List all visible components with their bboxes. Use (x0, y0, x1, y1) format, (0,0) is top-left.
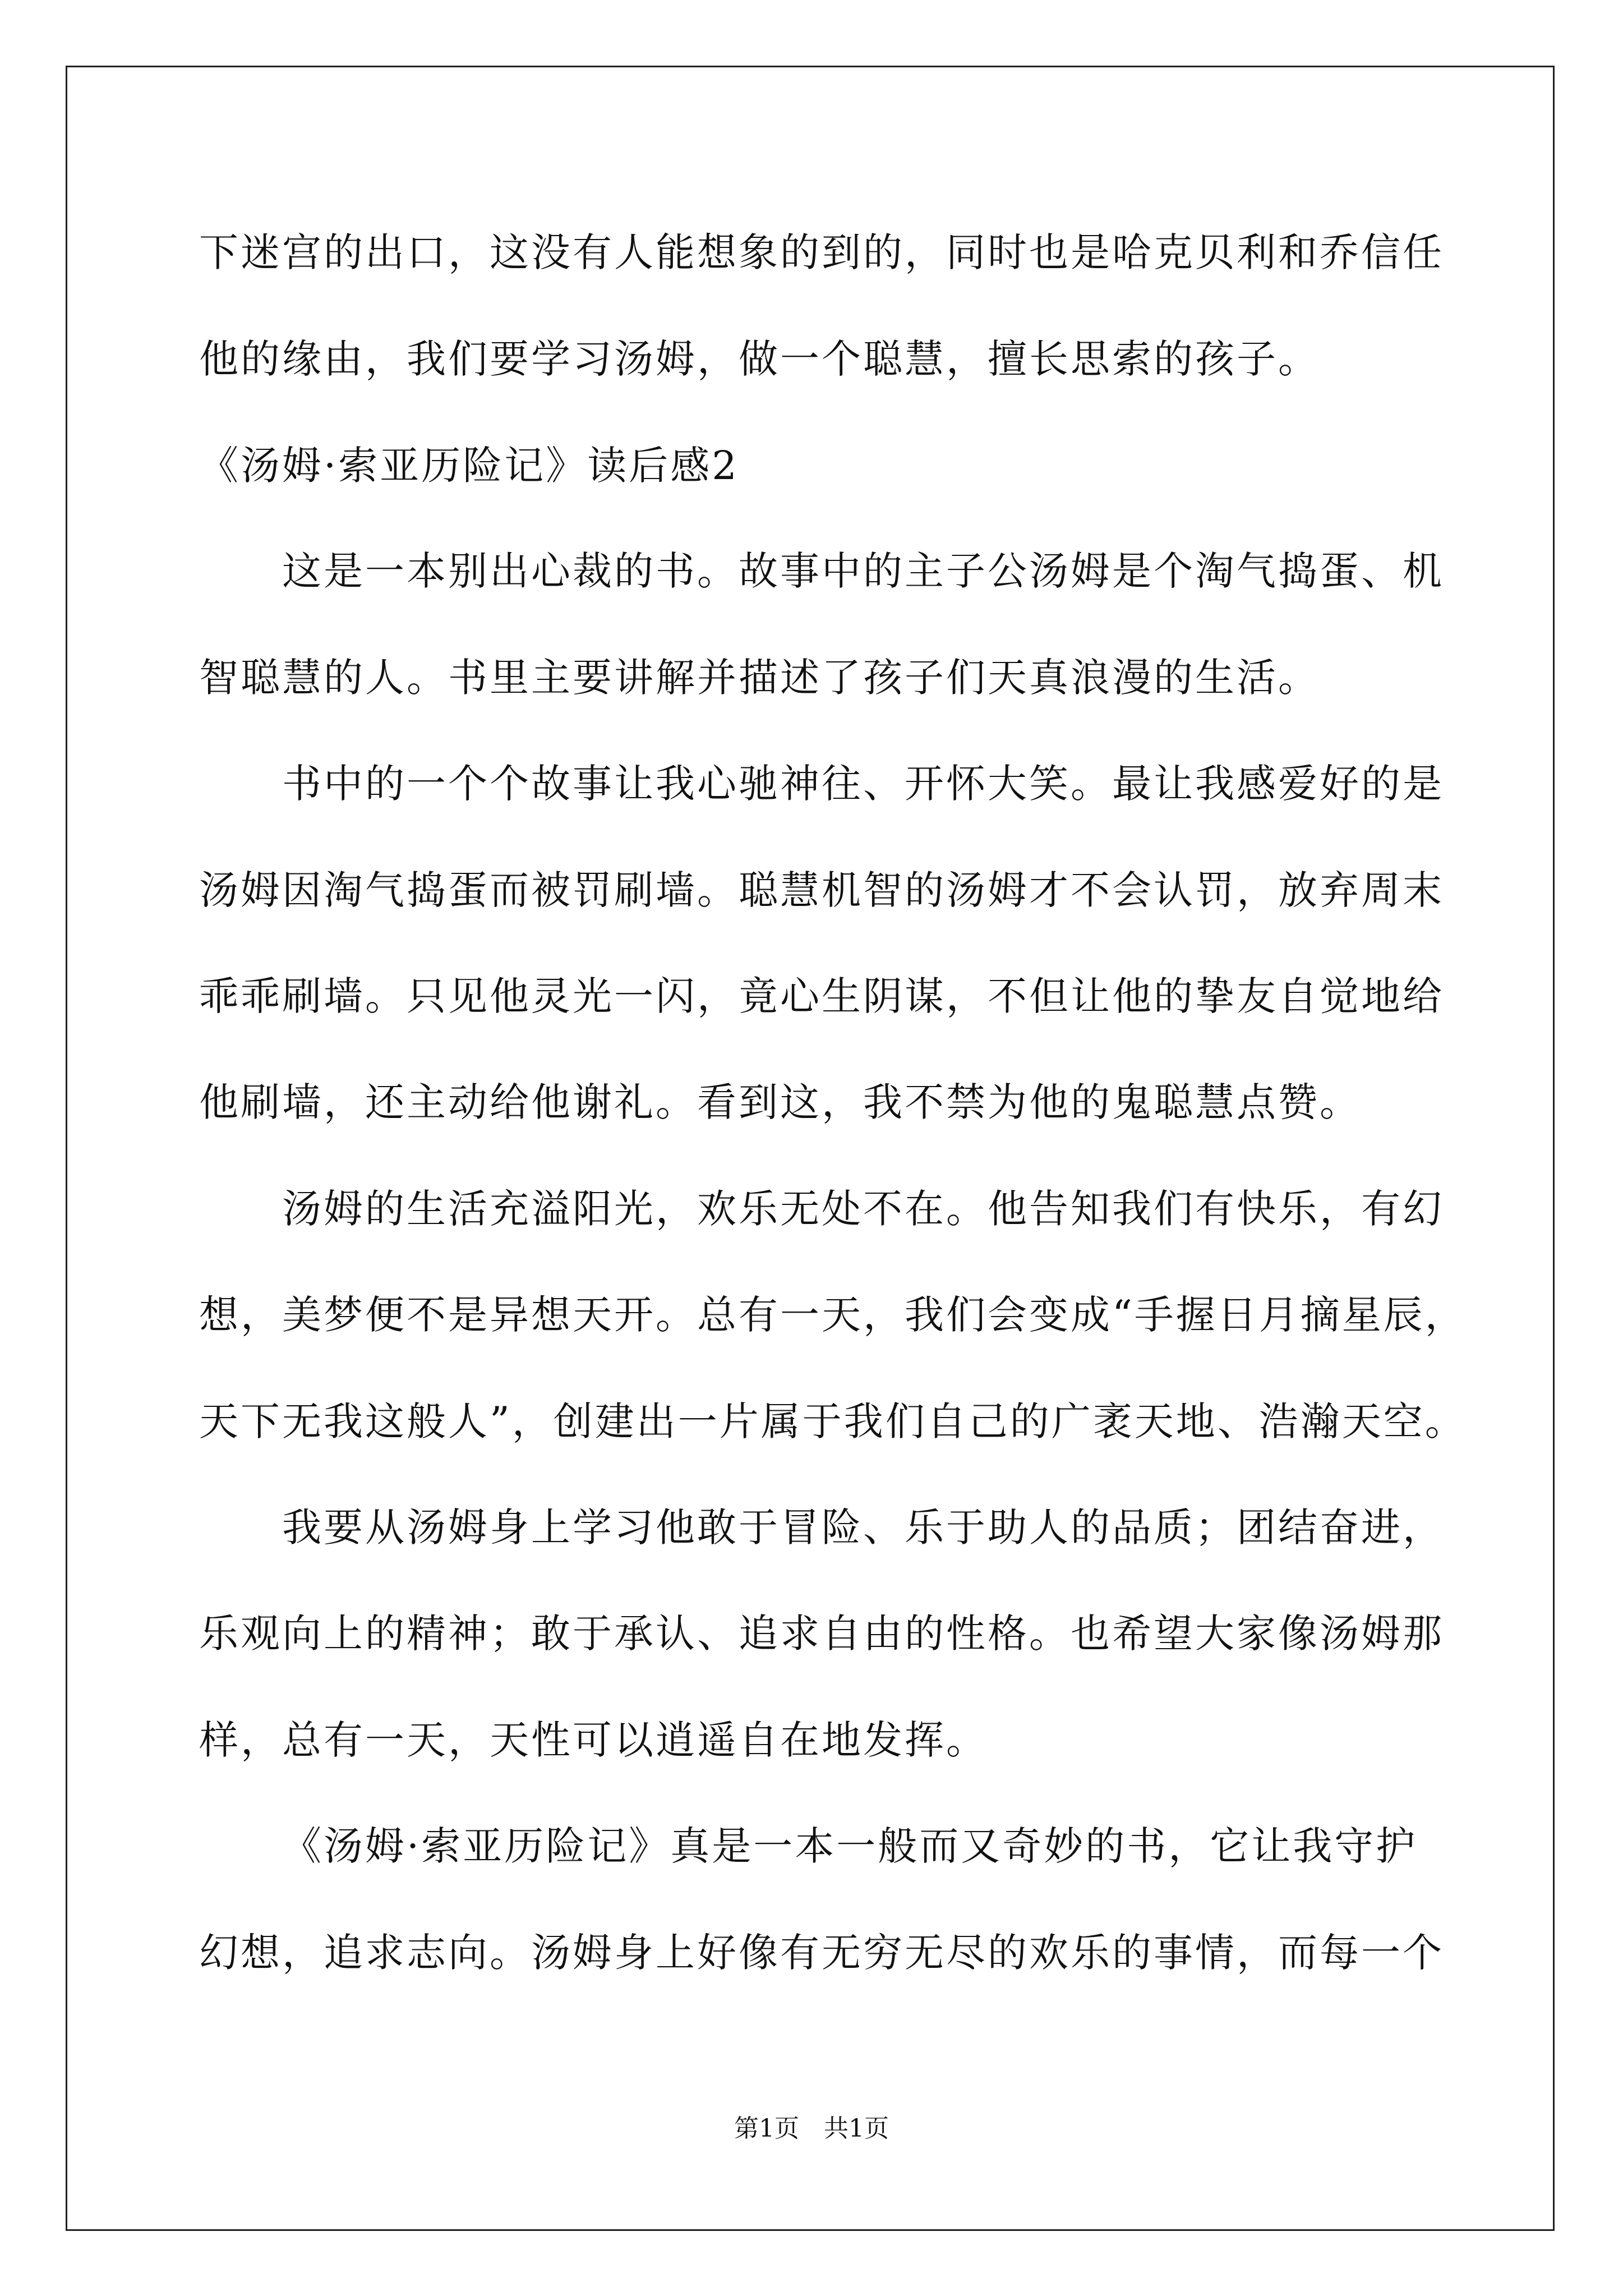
text-line: 乐观向上的精神；敢于承认、追求自由的性格。也希望大家像汤姆那 (199, 1611, 1444, 1657)
text-line: 《汤姆·索亚历险记》真是一本一般而又奇妙的书，它让我守护 (282, 1823, 1418, 1869)
text-line: 想，美梦便不是异想天开。总有一天，我们会变成“手握日月摘星辰， (199, 1292, 1467, 1338)
text-line: 我要从汤姆身上学习他敢于冒险、乐于助人的品质；团结奋进， (282, 1504, 1444, 1550)
section-heading: 《汤姆·索亚历险记》读后感2 (199, 443, 739, 489)
text-line: 汤姆的生活充溢阳光，欢乐无处不在。他告知我们有快乐，有幻 (282, 1186, 1444, 1232)
text-line: 样，总有一天，天性可以逍遥自在地发挥。 (199, 1717, 988, 1763)
text-line: 他的缘由，我们要学习汤姆，做一个聪慧，擅长思索的孩子。 (199, 336, 1320, 382)
page-number: 第1页 共1页 (734, 2114, 889, 2143)
text-line: 书中的一个个故事让我心驰神往、开怀大笑。最让我感爱好的是 (282, 761, 1444, 807)
text-line: 智聪慧的人。书里主要讲解并描述了孩子们天真浪漫的生活。 (199, 655, 1320, 701)
text-line: 下迷宫的出口，这没有人能想象的到的，同时也是哈克贝利和乔信任 (199, 229, 1444, 275)
text-line: 幻想，追求志向。汤姆身上好像有无穷无尽的欢乐的事情，而每一个 (199, 1930, 1444, 1976)
text-line: 乖乖刷墙。只见他灵光一闪，竟心生阴谋，不但让他的挚友自觉地给 (199, 973, 1444, 1019)
text-line: 这是一本别出心裁的书。故事中的主子公汤姆是个淘气捣蛋、机 (282, 548, 1444, 594)
page-border (66, 66, 1555, 2231)
text-line: 他刷墙，还主动给他谢礼。看到这，我不禁为他的鬼聪慧点赞。 (199, 1079, 1361, 1125)
text-line: 天下无我这般人”，创建出一片属于我们自己的广袤天地、浩瀚天空。 (199, 1398, 1467, 1444)
text-line: 汤姆因淘气捣蛋而被罚刷墙。聪慧机智的汤姆才不会认罚，放弃周末 (199, 867, 1444, 913)
